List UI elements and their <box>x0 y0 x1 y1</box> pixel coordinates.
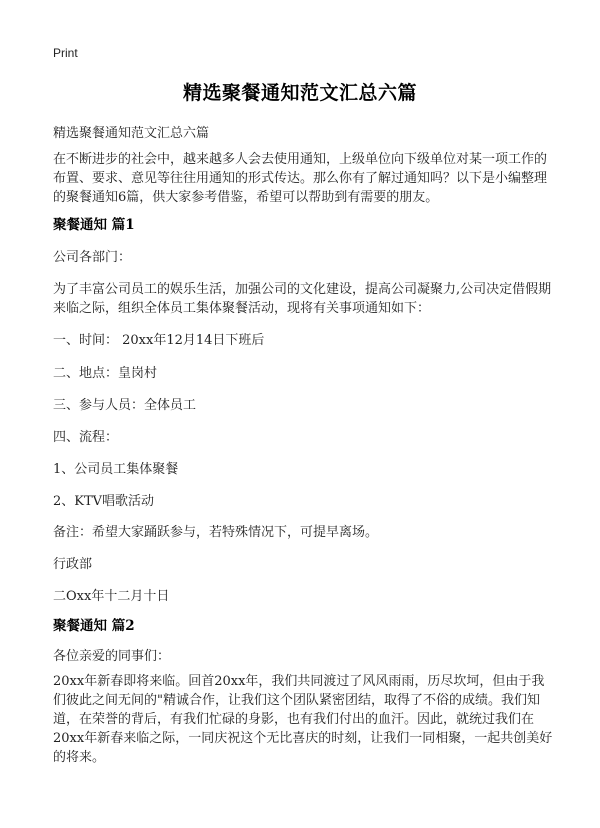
document-subtitle: 精选聚餐通知范文汇总六篇 <box>53 126 210 141</box>
section1-step2: 2、KTV唱歌活动 <box>53 494 155 509</box>
section1-step1: 1、公司员工集体聚餐 <box>53 462 179 477</box>
section1-note: 备注：希望大家踊跃参与，若特殊情况下，可提早离场。 <box>53 525 379 540</box>
section1-flow: 四、流程： <box>53 430 119 445</box>
section1-greeting: 公司各部门： <box>53 250 132 265</box>
print-link[interactable]: Print <box>53 46 78 60</box>
section2-paragraph: 20xx年新春即将来临。回首20xx年，我们共同渡过了风风雨雨，历尽坎坷，但由于我们彼此之间无间的"精诚合作，让我们这个团队紧密团结，取得了不俗的成绩。我们知道，在荣誉的背后，有我们忙碌的身影，也有我们付出的血汗。因此，就统过我们在20xx年新春来临之际，一同庆祝这个无比喜庆的时刻，让我们一同相聚，一起共创美好的将来。 <box>53 674 553 765</box>
section1-place: 二、地点：皇岗村 <box>53 366 158 381</box>
intro-paragraph: 在不断进步的社会中，越来越多人会去使用通知，上级单位向下级单位对某一项工作的布置、要求、意见等往往用通知的形式传达。那么你有了解过通知吗？以下是小编整理的聚餐通知6篇，供大家参考借鉴，希望可以帮助到有需要的朋友。 <box>53 152 548 205</box>
section1-dept: 行政部 <box>53 557 93 572</box>
section1-heading: 聚餐通知 篇1 <box>53 217 135 233</box>
section2-greeting: 各位亲爱的同事们： <box>53 649 171 664</box>
section2-heading: 聚餐通知 篇2 <box>53 618 135 634</box>
section1-people: 三、参与人员：全体员工 <box>53 398 197 413</box>
document-title: 精选聚餐通知范文汇总六篇 <box>182 82 417 104</box>
section1-time: 一、时间： 20xx年12月14日下班后 <box>53 333 265 348</box>
section1-date: 二Oxx年十二月十日 <box>53 589 170 604</box>
section1-paragraph: 为了丰富公司员工的娱乐生活，加强公司的文化建设，提高公司凝聚力,公司决定借假期来临之际，组织全体员工集体聚餐活动，现将有关事项通知如下： <box>53 282 552 316</box>
